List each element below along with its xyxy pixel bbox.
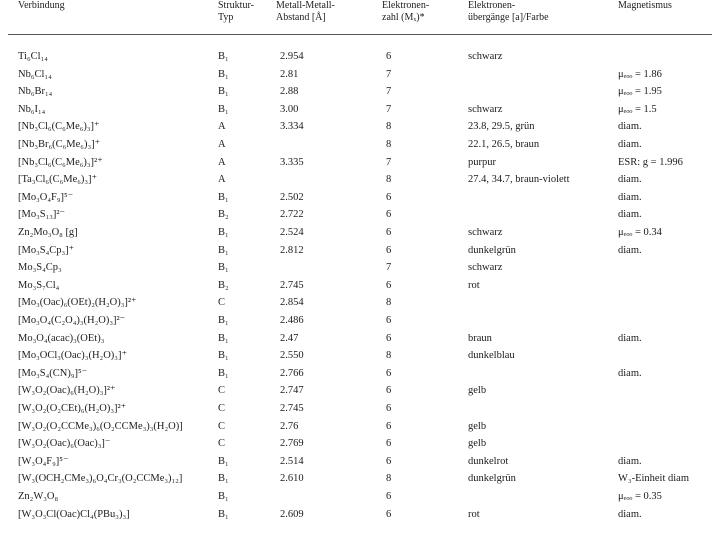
cell-structure-type: B₁ (218, 227, 229, 238)
table-row (0, 435, 720, 452)
cell-magnetism: diam. (618, 209, 642, 221)
cell-structure-type: C (218, 420, 226, 432)
table-row (0, 506, 720, 523)
cell-magnetism: diam. (618, 139, 642, 150)
table-row (0, 418, 720, 435)
table-row (0, 453, 720, 470)
header-transitions-color: Elektronen- übergänge [a]/Farbe (468, 0, 549, 23)
cell-electron-count: 6 (386, 403, 392, 414)
cell-distance: 2.745 (280, 279, 304, 291)
cell-transitions-color: gelb (468, 385, 487, 397)
cell-compound: [Mo₃(Oac)₆(OEt)₂(H₂O)₃]²⁺ (18, 297, 137, 309)
cell-magnetism: diam. (618, 174, 642, 186)
cell-structure-type: C (218, 297, 226, 309)
cell-electron-count: 6 (386, 455, 392, 467)
cell-distance: 2.954 (280, 51, 304, 62)
cell-distance: 2.486 (280, 315, 304, 326)
cell-electron-count: 8 (386, 139, 392, 150)
cell-structure-type: B₁ (218, 315, 229, 326)
table-row (0, 206, 720, 223)
cell-electron-count: 6 (386, 315, 392, 326)
cell-electron-count: 8 (386, 350, 392, 362)
cell-electron-count: 6 (386, 385, 392, 397)
cell-structure-type: C (218, 385, 226, 397)
cell-compound: [Nb₃Br₆(C₆Me₆)₃]⁺ (18, 139, 101, 150)
cell-distance: 2.47 (280, 332, 299, 344)
cell-transitions-color: rot (468, 508, 480, 520)
cell-compound: [Nb₃Cl₆(C₆Me₆)₃]²⁺ (18, 156, 103, 168)
cell-distance: 2.745 (280, 403, 304, 414)
cell-distance: 3.335 (280, 156, 304, 168)
table-row (0, 330, 720, 347)
cell-distance: 3.334 (280, 121, 304, 133)
header-compound: Verbindung (18, 0, 65, 11)
cell-compound: Mo₃S₇Cl₄ (18, 279, 60, 291)
cell-distance: 2.769 (280, 438, 304, 450)
cell-compound: Mo₃O₄(acac)₃(OEt)₃ (18, 332, 105, 344)
cell-structure-type: B₁ (218, 455, 229, 467)
cell-compound: [Mo₃S₄(CN)₉]⁵⁻ (18, 367, 88, 379)
table-row (0, 136, 720, 153)
table-row (0, 294, 720, 311)
cell-distance: 3.00 (280, 103, 299, 115)
cell-electron-count: 6 (386, 491, 392, 502)
cell-electron-count: 6 (386, 420, 392, 432)
cell-magnetism: μₑₒₒ = 1.95 (618, 86, 662, 98)
cell-distance: 2.609 (280, 508, 304, 520)
cell-structure-type: B₁ (218, 473, 229, 485)
cell-magnetism: μₑₒₒ = 1.86 (618, 68, 662, 80)
cell-compound: [Nb₃Cl₆(C₆Me₆)₃]⁺ (18, 121, 100, 133)
cell-structure-type: B₁ (218, 350, 229, 362)
table-row (0, 277, 720, 294)
table-row (0, 66, 720, 83)
cell-magnetism: diam. (618, 367, 642, 379)
table-row (0, 488, 720, 505)
cell-structure-type: B₁ (218, 332, 229, 344)
cell-compound: Nb₆Cl₁₄ (18, 68, 52, 80)
cell-distance: 2.81 (280, 68, 299, 80)
cell-compound: [Mo₃S₁₃]²⁻ (18, 209, 66, 221)
cell-distance: 2.812 (280, 244, 304, 256)
cell-transitions-color: dunkelblau (468, 350, 515, 362)
cell-electron-count: 8 (386, 174, 392, 186)
cell-transitions-color: purpur (468, 156, 496, 168)
table-row (0, 347, 720, 364)
cell-transitions-color: dunkelgrün (468, 244, 516, 256)
cell-electron-count: 6 (386, 279, 392, 291)
cell-transitions-color: gelb (468, 438, 487, 450)
header-rule (8, 34, 712, 35)
cell-magnetism: diam. (618, 191, 642, 203)
cell-magnetism: diam. (618, 455, 642, 467)
cell-distance: 2.502 (280, 191, 304, 203)
cell-transitions-color: gelb (468, 420, 487, 432)
cell-magnetism: μₑₒₒ = 0.35 (618, 491, 662, 502)
cell-compound: [W₃O₃Cl(Oac)Cl₄(PBu₃)₃] (18, 508, 130, 520)
cell-structure-type: A (218, 174, 226, 186)
cell-electron-count: 7 (386, 103, 392, 115)
header-magnetism: Magnetismus (618, 0, 672, 11)
cell-compound: [W₃O₂(Oac)₆(Oac)₃]⁻ (18, 438, 111, 450)
cell-electron-count: 6 (386, 244, 392, 256)
cell-structure-type: B₁ (218, 86, 229, 98)
table-row (0, 101, 720, 118)
cell-structure-type: B₁ (218, 367, 229, 379)
cell-electron-count: 6 (386, 227, 392, 238)
table-row (0, 382, 720, 399)
cell-electron-count: 6 (386, 191, 392, 203)
cell-compound: [W₃O₄F₉]⁵⁻ (18, 455, 69, 467)
cell-structure-type: B₁ (218, 51, 229, 62)
table-row (0, 154, 720, 171)
cell-compound: Zn₂W₃O₈ (18, 491, 59, 502)
cell-transitions-color: 22.1, 26.5, braun (468, 139, 540, 150)
cell-structure-type: C (218, 438, 226, 450)
cell-magnetism: diam. (618, 244, 642, 256)
cell-distance: 2.88 (280, 86, 299, 98)
cell-distance: 2.514 (280, 455, 304, 467)
cell-compound: [Mo₃O₄F₉]⁵⁻ (18, 191, 74, 203)
cell-structure-type: C (218, 403, 226, 414)
cell-compound: Mo₃S₄Cp₃ (18, 262, 62, 274)
cell-compound: [Mo₃O₄(C₂O₄)₃(H₂O)₃]²⁻ (18, 315, 126, 326)
cell-structure-type: A (218, 121, 226, 133)
cell-compound: [W₃(OCH₂CMe₃)₆O₄Cr₃(O₂CCMe₃)₁₂] (18, 473, 183, 485)
cell-transitions-color: dunkelrot (468, 455, 509, 467)
cell-structure-type: B₁ (218, 262, 229, 274)
cell-electron-count: 6 (386, 51, 392, 62)
cell-electron-count: 8 (386, 121, 392, 133)
cell-electron-count: 7 (386, 68, 392, 80)
cell-transitions-color: braun (468, 332, 492, 344)
cell-distance: 2.722 (280, 209, 304, 221)
cell-compound: [W₃O₂(O₂CCMe₃)₆(O₂CCMe₃)₃(H₂O)] (18, 420, 183, 432)
cell-distance: 2.524 (280, 227, 304, 238)
cell-distance: 2.550 (280, 350, 304, 362)
cell-structure-type: A (218, 139, 226, 150)
cell-compound: Nb₆I₁₄ (18, 103, 46, 115)
cell-magnetism: diam. (618, 508, 642, 520)
cell-transitions-color: schwarz (468, 51, 503, 62)
table-row (0, 259, 720, 276)
cell-magnetism: μₑₒₒ = 0.34 (618, 227, 662, 238)
cell-compound: [Mo₃S₄Cp₃]⁺ (18, 244, 75, 256)
cell-structure-type: B₂ (218, 279, 229, 291)
cell-electron-count: 7 (386, 86, 392, 98)
cell-magnetism: diam. (618, 121, 642, 133)
table-row (0, 365, 720, 382)
cell-structure-type: B₁ (218, 508, 229, 520)
cell-electron-count: 8 (386, 473, 392, 485)
table-row (0, 224, 720, 241)
cell-compound: Zn₂Mo₃O₈ [g] (18, 227, 78, 238)
table-row (0, 312, 720, 329)
table-row (0, 470, 720, 487)
cell-electron-count: 8 (386, 297, 392, 309)
cell-compound: [W₃O₂(Oac)₆(H₂O)₃]²⁺ (18, 385, 116, 397)
cell-transitions-color: 23.8, 29.5, grün (468, 121, 535, 133)
cell-magnetism: μₑₒₒ = 1.5 (618, 103, 657, 115)
cell-structure-type: B₂ (218, 209, 229, 221)
cell-magnetism: ESR: g = 1.996 (618, 156, 683, 168)
cell-structure-type: B₁ (218, 68, 229, 80)
table-row (0, 118, 720, 135)
cell-structure-type: B₁ (218, 103, 229, 115)
table-row (0, 83, 720, 100)
header-electron-count: Elektronen- zahl (Mₓ)* (382, 0, 430, 23)
cell-distance: 2.610 (280, 473, 304, 485)
cell-structure-type: A (218, 156, 226, 168)
cell-transitions-color: rot (468, 279, 480, 291)
cell-transitions-color: schwarz (468, 227, 503, 238)
cell-electron-count: 6 (386, 332, 392, 344)
table-row (0, 48, 720, 65)
cell-distance: 2.766 (280, 367, 304, 379)
table-row (0, 400, 720, 417)
cell-electron-count: 6 (386, 367, 392, 379)
cell-compound: [W₃O₂(O₂CEt)₆(H₂O)₃]²⁺ (18, 403, 127, 414)
cell-electron-count: 7 (386, 262, 392, 274)
cell-distance: 2.854 (280, 297, 304, 309)
cell-compound: [Mo₃OCl₃(Oac)₃(H₂O)₃]⁺ (18, 350, 127, 362)
cell-transitions-color: 27.4, 34.7, braun-violett (468, 174, 570, 186)
header-structure-type: Struktur- Typ (218, 0, 254, 23)
table-row (0, 171, 720, 188)
cell-transitions-color: schwarz (468, 103, 503, 115)
table-row (0, 189, 720, 206)
cell-structure-type: B₁ (218, 491, 229, 502)
cell-structure-type: B₁ (218, 191, 229, 203)
cell-distance: 2.747 (280, 385, 304, 397)
cell-electron-count: 7 (386, 156, 392, 168)
cell-structure-type: B₁ (218, 244, 229, 256)
cell-compound: [Ta₃Cl₆(C₆Me₆)₃]⁺ (18, 174, 98, 186)
cell-compound: Nb₆Br₁₄ (18, 86, 53, 98)
cell-electron-count: 6 (386, 209, 392, 221)
header-metal-distance: Metall-Metall- Abstand [Å] (276, 0, 335, 23)
cell-electron-count: 6 (386, 438, 392, 450)
table-row (0, 242, 720, 259)
cell-compound: Ti₆Cl₁₄ (18, 51, 48, 62)
cell-transitions-color: schwarz (468, 262, 503, 274)
cell-transitions-color: dunkelgrün (468, 473, 516, 485)
cell-electron-count: 6 (386, 508, 392, 520)
cell-distance: 2.76 (280, 420, 299, 432)
cell-magnetism: W₃-Einheit diam (618, 473, 690, 485)
cell-magnetism: diam. (618, 332, 642, 344)
